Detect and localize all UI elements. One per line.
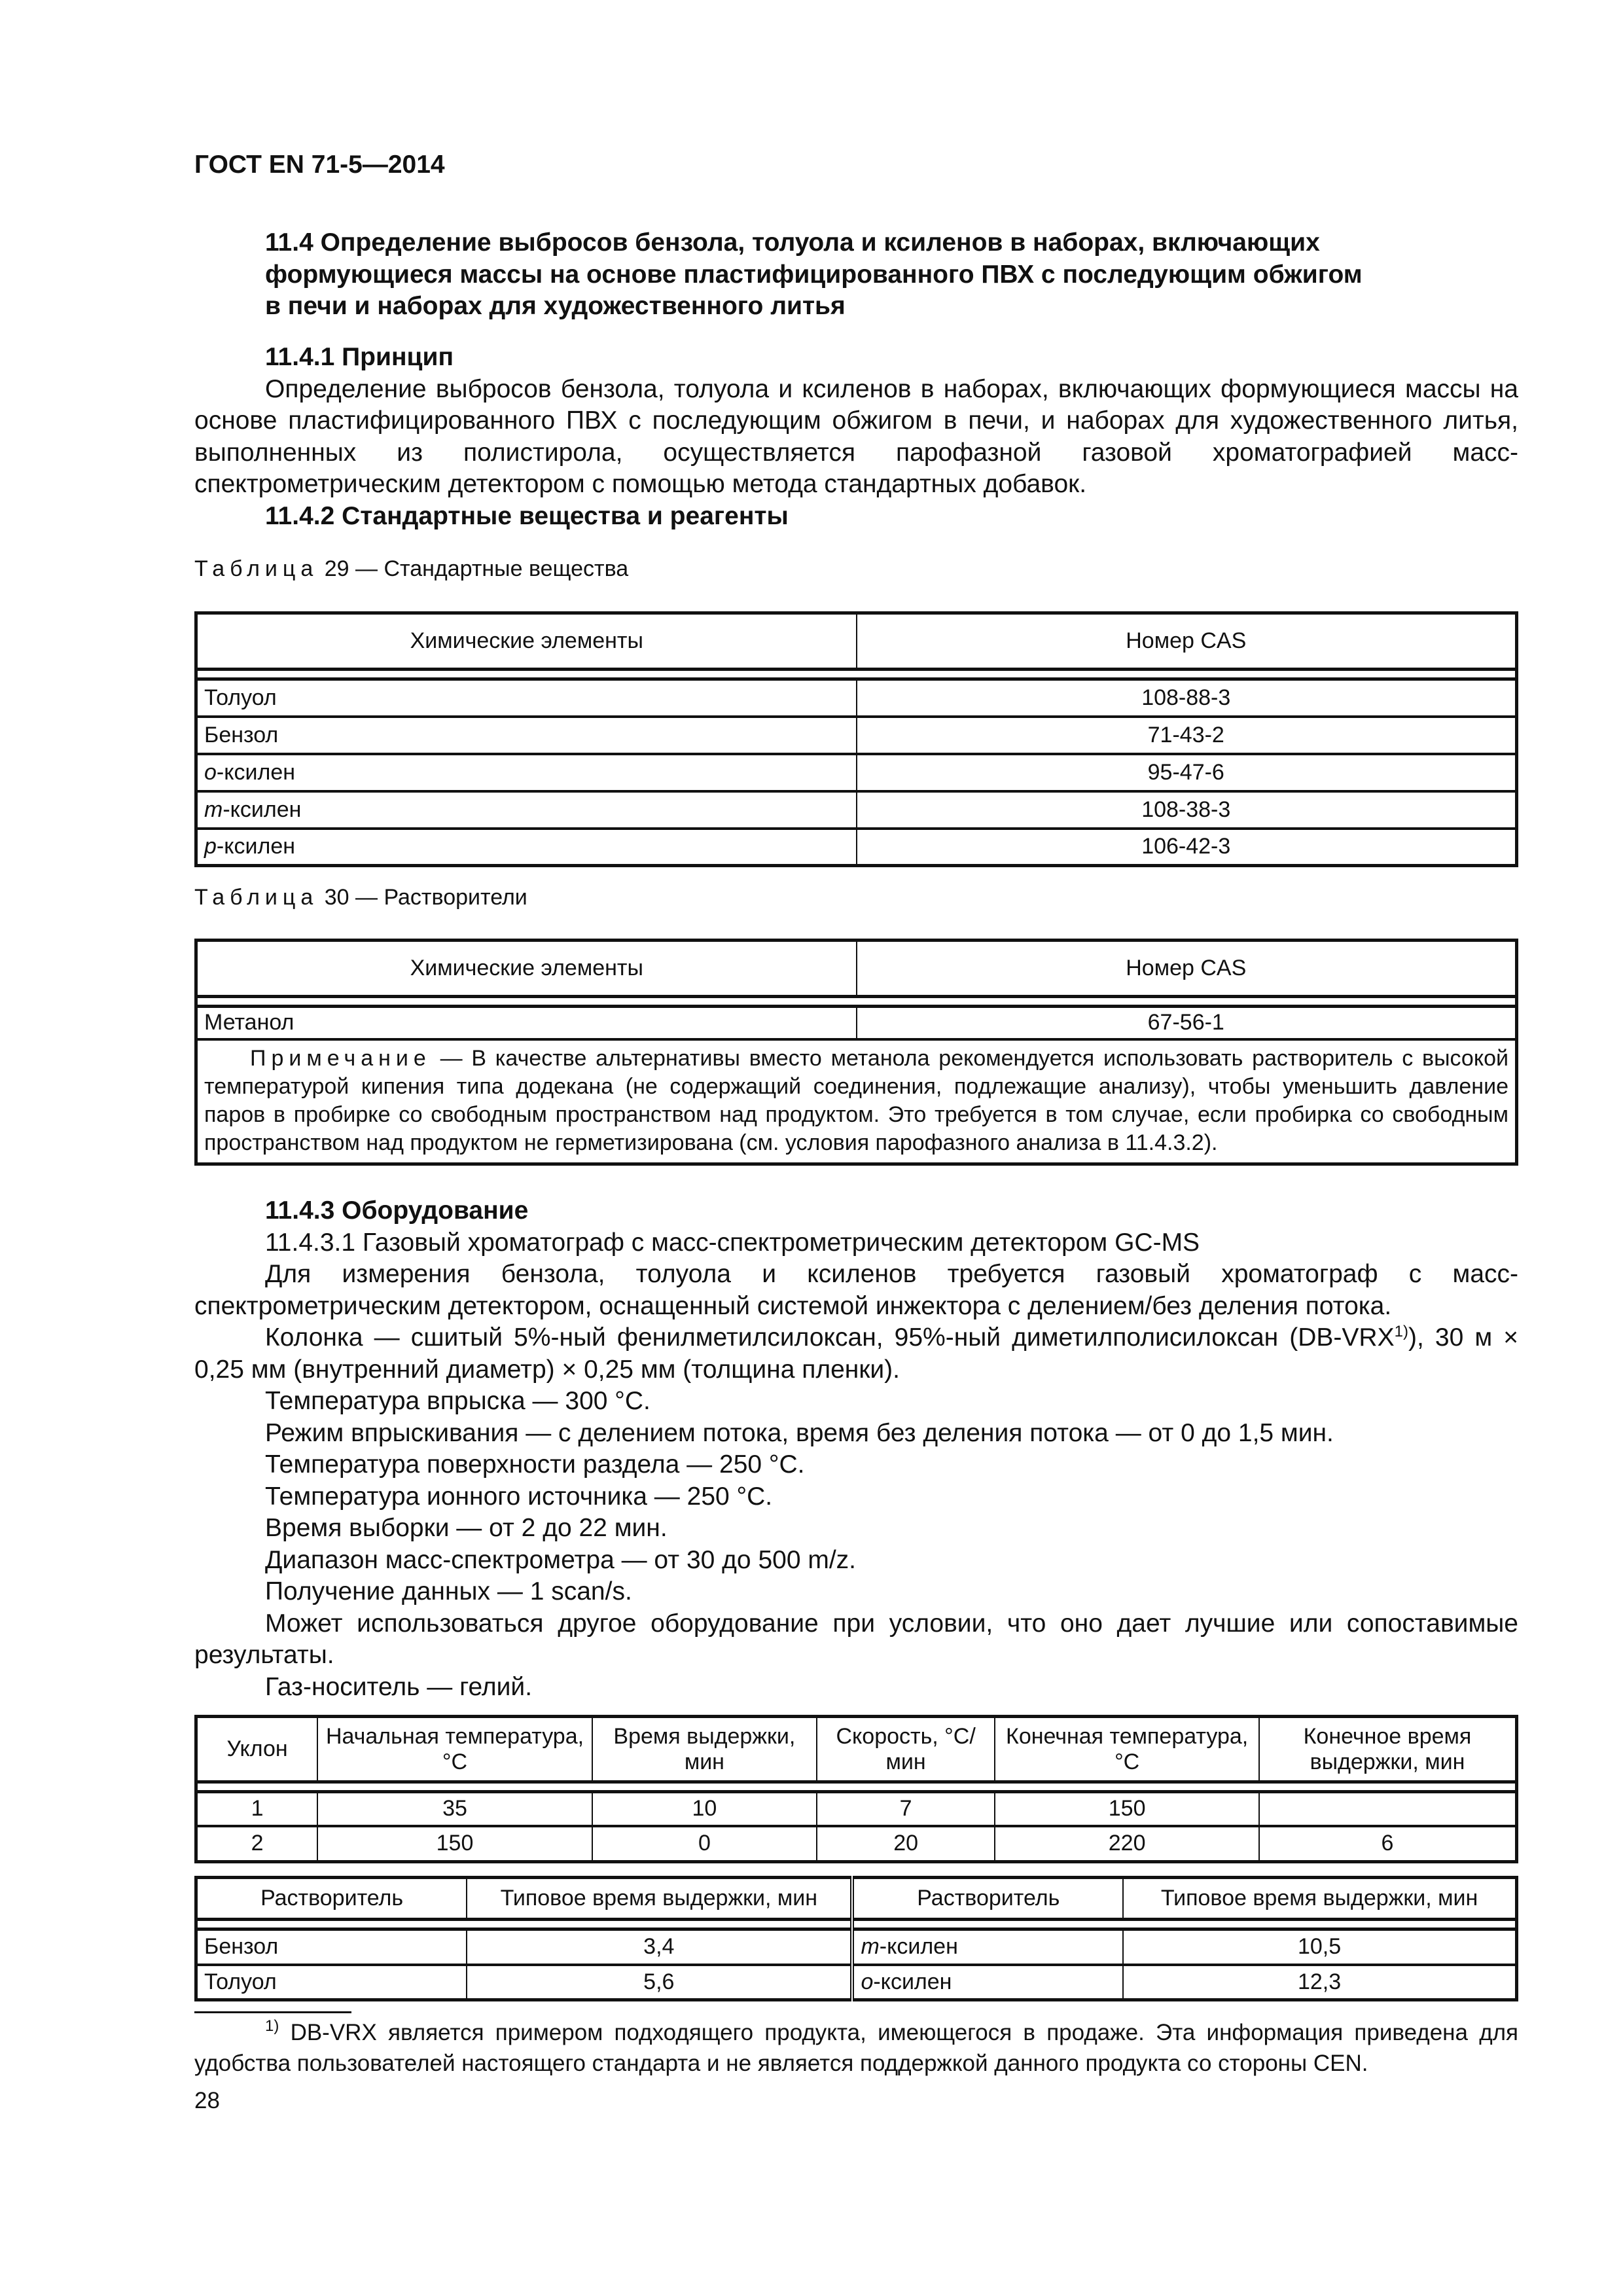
note-text: — В качестве альтернативы вместо метанола рекомендуется использовать растворитель с высокой температурой кипения типа додекана (не содержащий соединения, подлежащие анализу), чтобы уменьшить давление паров в пробирке со свободным пространством над продуктом. Это требуется в том случае, если пробирка со свободным пространством над продуктом не герметизирована (см. условия парофазного анализа в 11.4.3.2). [204,1045,1508,1155]
footnote-text: DB-VRX является примером подходящего продукта, имеющегося в продаже. Эта информация приведена для удобства пользователей настоящего стандарта и не является поддержкой данного продукта со стороны CEN. [194,2020,1518,2076]
param-line: Температура впрыска — 300 °С. [265,1387,651,1415]
caption-text: 30 — Растворители [324,885,527,910]
table-29-standard-substances [194,611,1518,867]
caption-prefix: Таблица [194,556,319,581]
section-heading: 11.4.3 Оборудование [265,1196,529,1225]
column-header: Химические элементы [196,613,857,670]
param-line: Диапазон масс-спектрометра — от 30 до 500 m/z. [265,1545,857,1574]
footnote-ref[interactable]: 1) [1394,1323,1408,1340]
column-header: Химические элементы [196,941,857,997]
column-header: Конечная температура, °С [995,1717,1259,1782]
column-header: Конечное время выдержки, мин [1259,1717,1517,1782]
param-line: Получение данных — 1 scan/s. [265,1577,632,1605]
isomer-prefix: m [861,1934,880,1960]
substance-name: -ксилен [216,759,296,785]
header-spacer [196,1782,1517,1792]
table-row [196,1929,1517,1965]
footnote-marker: 1) [265,2017,279,2035]
substance-name: -ксилен [223,797,302,822]
heading-line: формующиеся массы на основе пластифицированного ПВХ с последующим обжигом [265,260,1363,289]
table-row: 1 35 10 7 150 [196,1792,1517,1826]
column-header: Типовое время выдержки, мин [467,1878,852,1920]
solvent-name: -ксилен [873,1969,952,1994]
column-header: Растворитель [196,1878,467,1920]
document-id: ГОСТ EN 71-5—2014 [194,151,445,179]
gc-paragraph: Для измерения бензола, толуола и ксиленов требуется газовый хроматограф с масс-спектрометрическим детектором, оснащенный системой инжектора с делением/без деления потока. [194,1260,1518,1320]
section-heading: 11.4.1 Принцип [265,343,454,371]
isomer-prefix: p [204,834,217,859]
table-header-row [196,1878,1517,1920]
column-header: Скорость, °С/мин [817,1717,995,1782]
retention-value: 3,4 [467,1929,852,1965]
table-row [196,829,1517,866]
table-row [196,791,1517,829]
column-header: Время выдержки, мин [592,1717,817,1782]
cas-number: 67-56-1 [857,1007,1517,1039]
retention-value: 10,5 [1123,1929,1516,1965]
column-header: Номер CAS [857,941,1517,997]
param-line: Температура ионного источника — 250 °С. [265,1482,773,1511]
solvent-name: Бензол [196,1929,467,1965]
column-header: Номер CAS [857,613,1517,670]
section-11-4-heading [194,227,1518,323]
table-note-row [196,1039,1517,1164]
isomer-prefix: o [204,759,217,785]
retention-value: 5,6 [467,1965,852,2000]
header-spacer [196,1920,1517,1929]
temperature-program-table [194,1715,1518,1863]
column-paragraph: Колонка — сшитый 5%-ный фенилметилсилоксан, 95%-ный диметилполисилоксан (DB-VRX$^{1)}$), 30 м × 0,25 мм (внутренний диаметр) × 0,25 мм (толщина пленки). [194,1323,1519,1384]
column-header: Уклон [196,1717,318,1782]
cas-number: 95-47-6 [857,754,1517,791]
table-header-row [196,941,1517,997]
isomer-prefix: o [861,1969,874,1994]
retention-value: 12,3 [1123,1965,1516,2000]
document-header [194,149,1518,181]
footnote-separator [194,2011,351,2013]
table-row: 2 150 0 20 220 6 [196,1826,1517,1862]
caption-prefix: Таблица [194,885,319,910]
principle-paragraph: Определение выбросов бензола, толуола и ксиленов в наборах, включающих формующиеся массы на основе пластифицированного ПВХ с последующим обжигом в печи, и наборах для художественного литья, выполненных из полистирола, осуществляется парофазной газовой хроматографией масс-спектрометрическим детектором с помощью метода стандартных добавок. [194,374,1518,498]
substance-name: -ксилен [216,834,296,859]
column-header: Растворитель [852,1878,1123,1920]
substance-name: Толуол [204,685,277,710]
table-header-row [196,613,1517,670]
cas-number: 108-38-3 [857,791,1517,829]
param-line: Температура поверхности раздела — 250 °С. [265,1450,805,1479]
alternative-paragraph: Может использоваться другое оборудование при условии, что оно дает лучшие или сопоставимые результаты. [194,1609,1518,1669]
table-row [196,1007,1517,1039]
table-30-solvents [194,939,1518,1166]
column-header: Начальная температура, °С [317,1717,592,1782]
isomer-prefix: m [204,797,223,822]
footnote [194,2017,1518,2079]
param-line: Режим впрыскивания — с делением потока, время без деления потока — от 0 до 1,5 мин. [265,1418,1334,1447]
cas-number: 106-42-3 [857,829,1517,866]
table-row [196,1965,1517,2000]
table-header-row [196,1717,1517,1782]
table-note [196,1039,1517,1164]
table-30-caption [194,885,1518,910]
retention-time-table [194,1876,1518,2001]
header-spacer [196,997,1517,1007]
substance-name: Метанол [196,1007,857,1039]
heading-line: 11.4 Определение выбросов бензола, толуола и ксиленов в наборах, включающих [265,228,1320,257]
table-29-caption [194,556,1518,582]
column-header: Типовое время выдержки, мин [1123,1878,1516,1920]
section-heading: 11.4.2 Стандартные вещества и реагенты [265,501,789,530]
solvent-name: -ксилен [879,1934,958,1960]
heading-line: в печи и наборах для художественного литья [265,292,846,320]
header-spacer [196,670,1517,679]
table-row [196,754,1517,791]
subsection-heading: 11.4.3.1 Газовый хроматограф с масс-спектрометрическим детектором GC-MS [265,1228,1200,1257]
note-label: Примечание [250,1045,431,1071]
caption-text: 29 — Стандартные вещества [324,556,629,581]
carrier-gas-line: Газ-носитель — гелий. [265,1672,533,1701]
param-line: Время выборки — от 2 до 22 мин. [265,1514,668,1542]
solvent-name: Толуол [196,1965,467,2000]
substance-name: Бензол [204,722,279,747]
cas-number: 71-43-2 [857,717,1517,754]
table-row [196,717,1517,754]
section-11-4-3 [194,1195,1518,1703]
section-11-4-1 [194,342,1518,532]
page-number: 28 [194,2088,220,2113]
table-row [196,679,1517,717]
cas-number: 108-88-3 [857,679,1517,717]
